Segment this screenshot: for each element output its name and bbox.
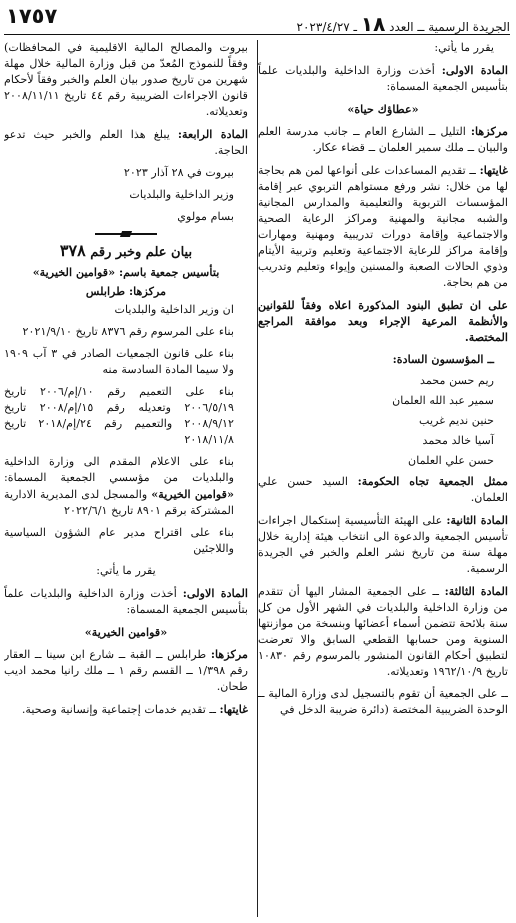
page-number: ١٧٥٧: [6, 4, 58, 28]
headquarters-label: مركزها:: [470, 124, 508, 138]
gazette-name: الجريدة الرسمية ــ العدد: [389, 20, 510, 34]
representative-name: السيد حسن علي العلمان.: [258, 475, 508, 504]
goals-text: ــ تقديم المساعدات على أنواعها لمن هم بحاجة لها من خلال: نشر ورفع مستواهم التربوي عبر إقامة المؤسسات التربوية والتعليمية والمدارس المجانية والشبه مجانية والمهنية ومراكز الرعاية الصحية والاجتماعية وإقامة دورات تدريبية ومهنية ومهارات وإقامة مراكز للرعاية الاجتماعية وتعليم وتربية الأيتام وذوي الحالات الصعبة والمسنين وإيواء وتعليم وتدريب من هم بحاجة.: [258, 164, 508, 289]
announcement-number: ٣٧٨: [59, 241, 86, 260]
article-1: [258, 62, 508, 95]
basis-3: بناء على التعميم رقم ١٠/إم/٢٠٠٦ تاريخ ٢٠٠٦/٥/١٩ وتعديله رقم ١٥/إم/٢٠٠٨ تاريخ ٢٠٠٨/٩/١٢ والتعميم رقم ٢٤/إم/٢٠١٨ تاريخ ٢٠١٨/١١/٨: [4, 385, 234, 446]
headquarters-2: [4, 646, 248, 695]
article-1b: [4, 585, 248, 618]
minister-name: بسام مولوي: [177, 210, 234, 223]
gazette-title: [297, 12, 510, 36]
registration-text: ــ على الجمعية أن تقوم بالتسجيل لدى وزارة المالية ــ الوحدة الضريبية المختصة (دائرة ضريبة الدخل في: [258, 687, 508, 716]
decree-intro: يقرر ما يأتي:: [434, 41, 494, 54]
goals: [258, 162, 508, 291]
announcement-hq: مركزها: طرابلس: [85, 284, 167, 298]
announcement-title: [4, 243, 248, 261]
registration-continued: بيروت والمصالح المالية الاقليمية في المحافظات) وفقاً للنموذج المُعدّ من قبل وزارة المالية خلال مهلة شهرين من تاريخ صدور بيان العلم والخبر وفقاً لأحكام قانون الاجراءات الضريبية رقم ٤٤ تاريخ ٢٠٠٨/١١/١١ وتعديلاته.: [4, 41, 248, 118]
goals-2-text: ــ تقديم خدمات إجتماعية وإنسانية وصحية.: [21, 703, 216, 716]
article-1-label: المادة الاولى:: [441, 63, 508, 77]
founders-label: ــ المؤسسون السادة:: [392, 352, 494, 366]
article-4-text: يبلغ هذا العلم والخبر حيث تدعو الحاجة.: [4, 128, 248, 157]
headquarters-text: التليل ــ الشارع العام ــ جانب مدرسة العلم والبيان ــ ملك سمير العلمان ــ قضاء عكار.: [258, 125, 508, 154]
article-3-text: ــ على الجمعية المشار اليها أن تتقدم من وزارة الداخلية والبلديات في الشهر الأول من كل سنة بلائحة تتضمن أسماء أعضائها وبنسخة من موازنتها السنوية ومن حسابها القطعي السابق والا تعرضت لتطبيق أحكام القانون المنشور بالمرسوم رقم ١٠٨٣٠ تاريخ ١٩٦٢/١٠/٩ وتعديلاته.: [258, 585, 508, 678]
basis-4: [4, 454, 248, 519]
decree-intro-2: يقرر ما يأتي:: [96, 564, 156, 577]
founder-name: حنين نديم غريب: [419, 414, 494, 427]
representative-label: ممثل الجمعية تجاه الحكومة:: [357, 474, 508, 488]
section-separator: [95, 231, 157, 237]
issue-date: ـ ٢٠٢٣/٤/٢٧: [296, 20, 358, 34]
minister-title: وزير الداخلية والبلديات: [129, 188, 234, 201]
goals-2-label: غايتها:: [219, 702, 248, 716]
representative: [258, 473, 508, 506]
signature-place-date: بيروت في ٢٨ آذار ٢٠٢٣: [123, 166, 234, 179]
minister-line: ان وزير الداخلية والبلديات: [114, 303, 234, 316]
left-column: [4, 40, 248, 917]
association-name: «عطاؤك حياة»: [347, 102, 419, 116]
article-1b-label: المادة الاولى:: [182, 586, 248, 600]
founder-name: ريم حسن محمد: [419, 374, 494, 387]
basis-4-text: بناء على الاعلام المقدم الى وزارة الداخلية والبلديات من مؤسسي الجمعية المسماة:: [4, 455, 234, 484]
page-header: [4, 2, 510, 35]
founder-name: حسن علي العلمان: [408, 454, 494, 467]
basis-4-association: «قوامين الخيرية»: [151, 487, 234, 501]
conditions-text: على ان تطبق البنود المذكورة اعلاه وفقاً للقوانين والأنظمة المرعية الإجراء وبعد موافقة المراجع المختصة.: [258, 298, 508, 344]
goals-label: غايتها:: [479, 163, 508, 177]
founder-name: سمير عبد الله العلمان: [392, 394, 494, 407]
article-2-label: المادة الثانية:: [446, 513, 508, 527]
basis-5: بناء على اقتراح مدير عام الشؤون السياسية واللاجئين: [4, 526, 234, 555]
article-2-text: على الهيئة التأسيسية إستكمال اجراءات تأسيس الجمعية والدعوة الى انتخاب هيئة إدارية خلال مهلة سنة من تاريخ نشر العلم والخبر في الجريدة الرسمية.: [258, 514, 508, 575]
founders-list: [258, 373, 508, 469]
basis-2: بناء على قانون الجمعيات الصادر في ٣ آب ١٩٠٩ ولا سيما المادة السادسة منه: [4, 347, 234, 376]
article-4: [4, 126, 248, 159]
issue-number: ١٨: [360, 12, 386, 36]
article-2: [258, 512, 508, 577]
article-4-label: المادة الرابعة:: [177, 127, 248, 141]
right-column: [258, 40, 508, 917]
headquarters: [258, 123, 508, 156]
goals-2: [4, 701, 248, 718]
announcement-subtitle: بتأسيس جمعية باسم: «قوامين الخيرية»: [32, 265, 220, 279]
article-3-label: المادة الثالثة:: [444, 584, 508, 598]
article-1b-text: أخذت وزارة الداخلية والبلديات علماً بتأسيس الجمعية المسماة:: [4, 587, 248, 616]
founder-name: آسيا خالد محمد: [422, 434, 494, 447]
article-1-text: أخذت وزارة الداخلية والبلديات علماً بتأسيس الجمعية المسماة:: [258, 64, 508, 93]
headquarters-2-text: طرابلس ــ القبة ــ شارع ابن سينا ــ العقار رقم ١/٣٩٨ ــ القسم رقم ١ ــ ملك رانيا محمد اديب طحان.: [4, 648, 248, 693]
headquarters-2-label: مركزها:: [210, 647, 248, 661]
article-3: [258, 583, 508, 680]
basis-4-registration: والمسجل لدى المديرية الادارية المشتركة برقم ٨٩٠١ تاريخ ٢٠٢٢/٦/١: [4, 488, 234, 517]
basis-1: بناء على المرسوم رقم ٨٣٧٦ تاريخ ٢٠٢١/٩/١٠: [22, 325, 234, 338]
announcement-prefix: بيان علم وخبر رقم: [90, 245, 193, 260]
association-name-2: «قوامين الخيرية»: [84, 625, 168, 639]
